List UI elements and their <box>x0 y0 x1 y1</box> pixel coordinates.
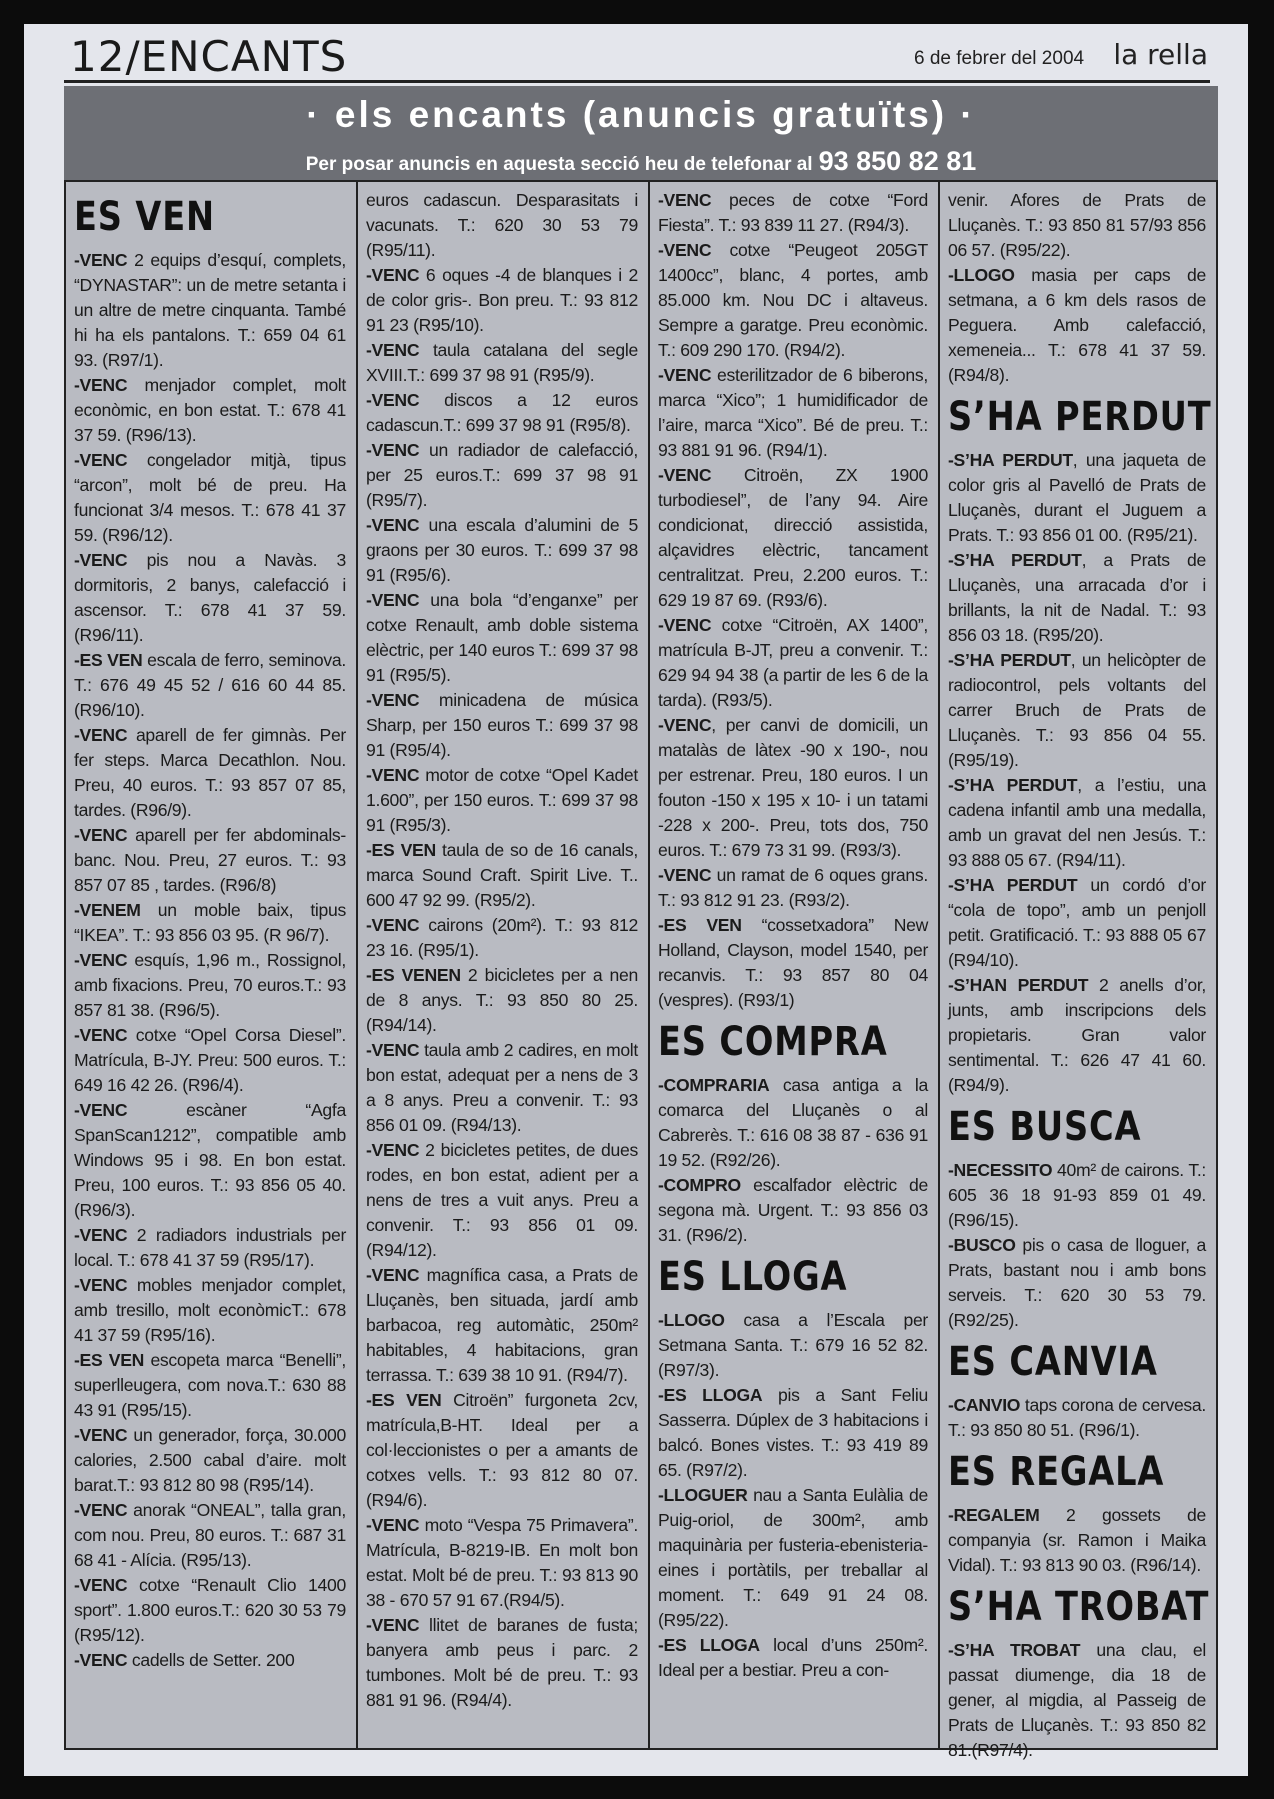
ad-text: , per canvi de domicili, un matalàs de làtex -90 x 190-, nou per estrenar. Preu, 180 euros. I un fouton -150 x 195 x 10- i un tatami -228 x 200-. Preu, tots dos, 750 euros. T.: 679 73 31 99. (R93/3). <box>658 715 928 860</box>
column-1 <box>66 182 358 1748</box>
page-number: 12/ENCANTS <box>70 32 348 81</box>
ad-keyword: -VENC <box>74 1275 128 1295</box>
classified-ad <box>948 773 1206 873</box>
ad-keyword: -S’HA PERDUT <box>948 650 1071 670</box>
ad-text: 40m² de cairons. T.: 605 36 18 91-93 859 01 49. (R96/15). <box>948 1160 1206 1230</box>
ad-keyword: -VENC <box>366 690 420 710</box>
ad-keyword: -VENC <box>366 440 420 460</box>
classified-ad <box>366 688 638 763</box>
ad-keyword: -VENC <box>74 450 128 470</box>
ad-keyword: -LLOGO <box>658 1310 725 1330</box>
classified-ad <box>948 648 1206 773</box>
ad-keyword: -VENC <box>74 550 128 570</box>
classified-ad <box>658 713 928 863</box>
ad-text: escopeta marca “Benelli”, superlleugera, com nova.T.: 630 88 43 91 (R95/15). <box>74 1350 346 1420</box>
classified-ad <box>658 1633 928 1683</box>
ad-text: Citroën, ZX 1900 turbodiesel”, de l’any 94. Aire condicionat, direcció assistida, alçavidres elèctric, tancament centralitzat. Preu, 2.200 euros. T.: 629 19 87 69. (R93/6). <box>658 465 928 610</box>
classified-ad <box>948 1393 1206 1443</box>
ad-keyword: -VENC <box>74 825 128 845</box>
ad-keyword: -S’HA PERDUT <box>948 450 1073 470</box>
classified-ad <box>74 1423 346 1498</box>
classified-ad <box>658 1073 928 1173</box>
ad-text: 2 gossets de companyia (sr. Ramon i Maika Vidal). T.: 93 813 90 03. (R96/14). <box>948 1505 1206 1575</box>
classified-ad <box>74 373 346 448</box>
ad-keyword: -LLOGUER <box>658 1485 748 1505</box>
section-heading: ES REGALA <box>948 1449 1165 1495</box>
ad-keyword: -VENC <box>658 865 712 885</box>
classified-ad <box>74 823 346 898</box>
ad-text: cotxe “Renault Clio 1400 sport”. 1.800 euros.T.: 620 30 53 79 (R95/12). <box>74 1575 346 1645</box>
classified-ad <box>366 438 638 513</box>
ad-keyword: -VENC <box>74 725 128 745</box>
ad-text: un generador, força, 30.000 calories, 2.500 cabal d’aire. molt barat.T.: 93 812 80 98 (R95/14). <box>74 1425 346 1495</box>
classified-ad <box>366 763 638 838</box>
ad-keyword: -VENC <box>74 1225 128 1245</box>
ad-text: aparell per fer abdominals-banc. Nou. Preu, 27 euros. T.: 93 857 07 85 , tardes. (R96/8) <box>74 825 346 895</box>
column-2 <box>358 182 650 1748</box>
ad-text: cotxe “Opel Corsa Diesel”. Matrícula, B-JY. Preu: 500 euros. T.: 649 16 42 26. (R96/4). <box>74 1025 346 1095</box>
ad-text: 6 oques -4 de blanques i 2 de color gris-. Bon preu. T.: 93 812 91 23 (R95/10). <box>366 265 638 335</box>
ad-text: taula amb 2 cadires, en molt bon estat, adequat per a nens de 3 a 8 anys. Preu a convenir. T.: 93 856 01 09. (R94/13). <box>366 1040 638 1135</box>
ad-text: pis o casa de lloguer, a Prats, bastant nou i amb bons serveis. T.: 620 30 53 79. (R92/25). <box>948 1235 1206 1330</box>
classified-columns <box>64 180 1218 1760</box>
classified-ad <box>658 238 928 363</box>
ad-keyword: -VENC <box>366 340 420 360</box>
classified-ad <box>658 1173 928 1248</box>
ad-text: escalfador elèctric de segona mà. Urgent. T.: 93 856 03 31. (R96/2). <box>658 1175 928 1245</box>
section-banner <box>64 86 1218 180</box>
classified-ad <box>366 1613 638 1713</box>
ad-text: una clau, el passat diumenge, dia 18 de gener, al migdia, al Passeig de Prats de Lluçanès. T.: 93 850 82 81.(R97/4). <box>948 1640 1206 1760</box>
page-header <box>64 30 1210 83</box>
ad-text: 2 anells d’or, junts, amb inscripcions dels propietaris. Gran valor sentimental. T.: 626 47 41 60. (R94/9). <box>948 975 1206 1095</box>
ad-keyword: -S’HA TROBAT <box>948 1640 1081 1660</box>
ad-text: taps corona de cervesa. T.: 93 850 80 51. (R96/1). <box>948 1395 1206 1440</box>
classified-ad <box>74 948 346 1023</box>
classified-ad <box>366 513 638 588</box>
ad-text: moto “Vespa 75 Primavera”. Matrícula, B-8219-IB. En molt bon estat. Molt bé de preu. T.: 93 813 90 38 - 670 57 91 67.(R94/5). <box>366 1515 638 1610</box>
column-3 <box>650 182 940 1748</box>
ad-keyword: -VENC <box>74 1500 128 1520</box>
section-heading: ES CANVIA <box>948 1339 1158 1385</box>
classified-ad <box>658 1483 928 1633</box>
ad-text: menjador complet, molt econòmic, en bon estat. T.: 678 41 37 59. (R96/13). <box>74 375 346 445</box>
ad-text: casa a l’Escala per Setmana Santa. T.: 679 16 52 82. (R97/3). <box>658 1310 928 1380</box>
classified-ad <box>658 1383 928 1483</box>
ad-keyword: -S’HAN PERDUT <box>948 975 1089 995</box>
classified-ad <box>74 1098 346 1223</box>
ad-keyword: -VENC <box>366 265 420 285</box>
ad-text: euros cadascun. Desparasitats i vacunats. T.: 620 30 53 79 (R95/11). <box>366 190 638 260</box>
banner-phone: 93 850 82 81 <box>818 146 977 176</box>
ad-keyword: -VENC <box>658 715 712 735</box>
ad-text: congelador mitjà, tipus “arcon”, molt bé de preu. Ha funcionat 3/4 mesos. T.: 678 41 37 59. (R96/12). <box>74 450 346 545</box>
ad-keyword: -VENC <box>366 1515 420 1535</box>
column-4 <box>940 182 1216 1760</box>
classified-ad <box>74 1273 346 1348</box>
ad-text: esquís, 1,96 m., Rossignol, amb fixacions. Preu, 70 euros.T.: 93 857 81 38. (R96/5). <box>74 950 346 1020</box>
ad-text: un cordó d’or “cola de topo”, amb un penjoll petit. Gratificació. T.: 93 888 05 67 (R94/10). <box>948 875 1206 970</box>
ad-keyword: -VENC <box>366 590 420 610</box>
ad-keyword: -BUSCO <box>948 1235 1016 1255</box>
ad-keyword: -NECESSITO <box>948 1160 1053 1180</box>
section-heading: ES VEN <box>74 194 215 240</box>
ad-keyword: -VENC <box>366 1140 420 1160</box>
banner-title: · els encants (anuncis gratuïts) · <box>306 94 976 135</box>
classified-ad <box>948 1158 1206 1233</box>
classified-ad <box>74 898 346 948</box>
ad-text: esterilitzador de 6 biberons, marca “Xico”; 1 humidificador de l’aire, marca “Xico”. Bé de preu. T.: 93 881 91 96. (R94/1). <box>658 365 928 460</box>
ad-keyword: -VENC <box>366 390 420 410</box>
classified-ad <box>948 1503 1206 1578</box>
publication-logo: la rella <box>1113 38 1208 71</box>
classified-ad <box>658 188 928 238</box>
banner-instructions: Per posar anuncis en aquesta secció heu de telefonar al <box>305 154 813 175</box>
ad-text: cadells de Setter. 200 <box>127 1650 295 1670</box>
ad-text: mobles menjador complet, amb tresillo, molt econòmicT.: 678 41 37 59 (R95/16). <box>74 1275 346 1345</box>
section-heading: S’HA PERDUT <box>948 394 1212 440</box>
ad-text: aparell de fer gimnàs. Per fer steps. Marca Decathlon. Nou. Preu, 40 euros. T.: 93 857 07 85, tardes. (R96/9). <box>74 725 346 820</box>
classified-ad <box>948 263 1206 388</box>
issue-date: 6 de febrer del 2004 <box>914 48 1085 69</box>
classified-ad <box>366 263 638 338</box>
classified-ad <box>948 448 1206 548</box>
ad-text: peces de cotxe “Ford Fiesta”. T.: 93 839 11 27. (R94/3). <box>658 190 928 235</box>
classified-ad <box>366 388 638 438</box>
ad-keyword: -ES VENEN <box>366 965 461 985</box>
ad-text: escala de ferro, seminova. T.: 676 49 45 52 / 616 60 44 85. (R96/10). <box>74 650 346 720</box>
ad-keyword: -S’HA PERDUT <box>948 775 1078 795</box>
ad-keyword: -VENC <box>74 1100 128 1120</box>
ad-text: 2 radiadors industrials per local. T.: 678 41 37 59 (R95/17). <box>74 1225 346 1270</box>
classified-ad <box>366 588 638 688</box>
classified-ad <box>948 548 1206 648</box>
classified-ad <box>948 188 1206 263</box>
ad-text: un radiador de calefacció, per 25 euros.T.: 699 37 98 91 (R95/7). <box>366 440 638 510</box>
ad-keyword: -REGALEM <box>948 1505 1040 1525</box>
ad-keyword: -VENC <box>74 1575 128 1595</box>
ad-keyword: -VENC <box>658 190 712 210</box>
classified-ad <box>366 338 638 388</box>
ad-text: Citroën” furgoneta 2cv, matrícula,B-HT. Ideal per a col·leccionistes o per a amants de cotxes vells. T.: 93 812 80 07. (R94/6). <box>366 1390 639 1510</box>
ad-text: venir. Afores de Prats de Lluçanès. T.: 93 850 81 57/93 856 06 57. (R95/22). <box>948 190 1206 260</box>
ad-keyword: -VENC <box>658 365 712 385</box>
classified-ad <box>74 1648 346 1673</box>
ad-text: discos a 12 euros cadascun.T.: 699 37 98 91 (R95/8). <box>366 390 638 435</box>
ad-text: “cossetxadora” New Holland, Clayson, model 1540, per recanvis. T.: 93 857 80 04 (vespres). (R93/1) <box>658 915 928 1010</box>
ad-text: 2 equips d’esquí, complets, “DYNASTAR”: un de metre setanta i un altre de metre cinquanta. També hi ha els pantalons. T.: 659 04 61 93. (R97/1). <box>74 250 346 370</box>
ad-text: , un helicòpter de radiocontrol, pels voltants del carrer Bruch de Prats de Lluçanès. T.: 93 856 04 55. (R95/19). <box>948 650 1206 770</box>
classified-ad <box>948 973 1206 1098</box>
ad-keyword: -ES VEN <box>74 650 143 670</box>
ad-text: , a Prats de Lluçanès, una arracada d’or i brillants, la nit de Nadal. T.: 93 856 03 18. (R95/20). <box>948 550 1206 645</box>
ad-keyword: -VENC <box>366 1040 420 1060</box>
ad-text: pis a Sant Feliu Sasserra. Dúplex de 3 habitacions i balcó. Bones vistes. T.: 93 419 89 65. (R97/2). <box>658 1385 928 1480</box>
newspaper-page <box>24 24 1248 1776</box>
ad-text: masia per caps de setmana, a 6 km dels rasos de Peguera. Amb calefacció, xemeneia... T.: 678 41 37 59. (R94/8). <box>948 265 1206 385</box>
ad-text: casa antiga a la comarca del Lluçanès o al Cabrerès. T.: 616 08 38 87 - 636 91 19 52. (R92/26). <box>658 1075 928 1170</box>
section-heading: ES BUSCA <box>948 1104 1142 1150</box>
ad-keyword: -ES VEN <box>366 840 436 860</box>
ad-text: llitet de baranes de fusta; banyera amb peus i parc. 2 tumbones. Molt bé de preu. T.: 93 881 91 96. (R94/4). <box>366 1615 638 1710</box>
ad-text: un ramat de 6 oques grans. T.: 93 812 91 23. (R93/2). <box>658 865 928 910</box>
classified-ad <box>658 913 928 1013</box>
ad-text: escàner “Agfa SpanScan1212”, compatible amb Windows 95 i 98. En bon estat. Preu, 100 euros. T.: 93 856 05 40. (R96/3). <box>74 1100 346 1220</box>
classified-ad <box>366 188 638 263</box>
ad-text: cotxe “Peugeot 205GT 1400cc”, blanc, 4 portes, amb 85.000 km. Nou DC i altaveus. Sempre a garatge. Preu econòmic. T.: 609 290 170. (R94/2). <box>658 240 928 360</box>
ad-text: cairons (20m²). T.: 93 812 23 16. (R95/1). <box>366 915 638 960</box>
ad-text: local d’uns 250m². Ideal per a bestiar. Preu a con- <box>658 1635 928 1680</box>
classified-ad <box>74 1348 346 1423</box>
section-heading: ES COMPRA <box>658 1019 888 1065</box>
ad-text: un moble baix, tipus “IKEA”. T.: 93 856 03 95. (R 96/7). <box>74 900 346 945</box>
classified-ad <box>366 1263 638 1388</box>
classified-ad <box>658 613 928 713</box>
ad-keyword: -VENC <box>658 615 712 635</box>
classified-ad <box>74 548 346 648</box>
ad-text: una escala d’alumini de 5 graons per 30 euros. T.: 699 37 98 91 (R95/6). <box>366 515 638 585</box>
ad-text: 2 bicicletes per a nen de 8 anys. T.: 93 850 80 25. (R94/14). <box>366 965 638 1035</box>
classified-ad <box>366 838 638 913</box>
ad-keyword: -S’HA PERDUT <box>948 875 1078 895</box>
ad-text: pis nou a Navàs. 3 dormitoris, 2 banys, calefacció i ascensor. T.: 678 41 37 59. (R96/11). <box>74 550 346 645</box>
classified-ad <box>658 1308 928 1383</box>
classified-ad <box>74 248 346 373</box>
classified-ad <box>948 873 1206 973</box>
ad-keyword: -VENC <box>658 240 712 260</box>
classified-ad <box>74 1498 346 1573</box>
ad-keyword: -ES LLOGA <box>658 1385 763 1405</box>
ad-keyword: -CANVIO <box>948 1395 1021 1415</box>
classified-ad <box>658 363 928 463</box>
classified-ad <box>366 1388 638 1513</box>
ad-text: 2 bicicletes petites, de dues rodes, en bon estat, adient per a nens de tres a vuit anys. Preu a convenir. T.: 93 856 01 09. (R94/12). <box>366 1140 638 1260</box>
ad-keyword: -S’HA PERDUT <box>948 550 1082 570</box>
ad-keyword: -VENC <box>658 465 712 485</box>
ad-keyword: -COMPRARIA <box>658 1075 770 1095</box>
classified-ad <box>366 913 638 963</box>
ad-keyword: -VENC <box>366 765 420 785</box>
ad-text: taula de so de 16 canals, marca Sound Craft. Spirit Live. T.. 600 47 92 99. (R95/2). <box>366 840 639 910</box>
section-heading: S’HA TROBAT <box>948 1584 1210 1630</box>
ad-text: cotxe “Citroën, AX 1400”, matrícula B-JT, preu a convenir. T.: 629 94 94 38 (a partir de les 6 de la tarda). (R93/5). <box>658 615 928 710</box>
ad-text: nau a Santa Eulàlia de Puig-oriol, de 300m², amb maquinària per fusteria-ebenisteria-eines i portàtils, per treballar al moment. T.: 649 91 24 08. (R95/22). <box>658 1485 928 1630</box>
ad-text: magnífica casa, a Prats de Lluçanès, ben situada, jardí amb barbacoa, reg automàtic, 250m² habitables, 4 habitacions, gran terrassa. T.: 639 38 10 91. (R94/7). <box>366 1265 638 1385</box>
classified-ad <box>74 448 346 548</box>
classified-ad <box>366 963 638 1038</box>
classified-ad <box>658 863 928 913</box>
ad-keyword: -COMPRO <box>658 1175 741 1195</box>
classified-ad <box>948 1638 1206 1763</box>
ad-text: , una jaqueta de color gris al Pavelló de Prats de Lluçanès, durant el Juguem a Prats. T.: 93 856 01 00. (R95/21). <box>948 450 1206 545</box>
classified-ad <box>74 648 346 723</box>
classified-ad <box>948 1233 1206 1333</box>
ad-keyword: -VENC <box>74 1650 128 1670</box>
ad-keyword: -VENC <box>74 375 128 395</box>
ad-keyword: -VENC <box>366 1615 420 1635</box>
ad-keyword: -VENC <box>366 915 420 935</box>
ad-keyword: -VENEM <box>74 900 141 920</box>
banner-subtitle <box>64 146 1218 177</box>
ad-keyword: -VENC <box>366 1265 420 1285</box>
ad-keyword: -VENC <box>74 250 128 270</box>
ad-keyword: -VENC <box>74 950 128 970</box>
classified-ad <box>366 1138 638 1263</box>
ad-keyword: -ES VEN <box>658 915 742 935</box>
classified-ad <box>74 1223 346 1273</box>
ad-keyword: -VENC <box>74 1425 128 1445</box>
ad-keyword: -VENC <box>366 515 420 535</box>
section-heading: ES LLOGA <box>658 1254 848 1300</box>
ad-text: una bola “d’enganxe” per cotxe Renault, amb doble sistema elèctric, per 140 euros T.: 699 37 98 91 (R95/5). <box>366 590 638 685</box>
classified-ad <box>74 723 346 823</box>
classified-ad <box>74 1573 346 1648</box>
ad-keyword: -LLOGO <box>948 265 1015 285</box>
classified-ad <box>658 463 928 613</box>
ad-text: anorak “ONEAL”, talla gran, com nou. Preu, 80 euros. T.: 687 31 68 41 - Alícia. (R95/13). <box>74 1500 346 1570</box>
classified-ad <box>366 1513 638 1613</box>
ad-keyword: -ES VEN <box>74 1350 145 1370</box>
ad-text: , a l’estiu, una cadena infantil amb una medalla, amb un gravat del nen Jesús. T.: 93 888 05 67. (R94/11). <box>948 775 1206 870</box>
classified-ad <box>366 1038 638 1138</box>
ad-keyword: -ES LLOGA <box>658 1635 760 1655</box>
ad-keyword: -ES VEN <box>366 1390 442 1410</box>
ad-text: taula catalana del segle XVIII.T.: 699 37 98 91 (R95/9). <box>366 340 638 385</box>
ad-text: minicadena de música Sharp, per 150 euros T.: 699 37 98 91 (R95/4). <box>366 690 638 760</box>
ad-keyword: -VENC <box>74 1025 128 1045</box>
classified-ad <box>74 1023 346 1098</box>
ad-text: motor de cotxe “Opel Kadet 1.600”, per 150 euros. T.: 699 37 98 91 (R95/3). <box>366 765 638 835</box>
